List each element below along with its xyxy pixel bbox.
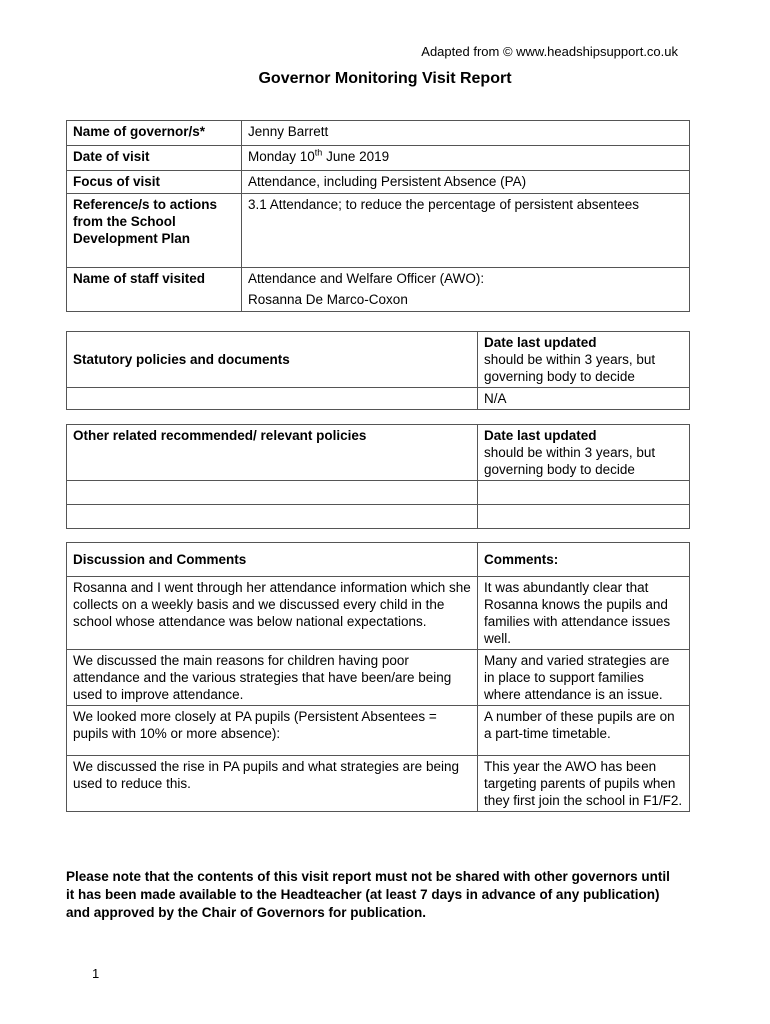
comment-cell: This year the AWO has been targeting parents of pupils when they first join the school in F1/F2. [478,756,690,812]
date-rest: June 2019 [322,149,390,164]
discussion-cell: Rosanna and I went through her attendance information which she collects on a weekly basis and we discussed every child in the school whose attendance was below national expectations. [67,577,478,650]
table-row [67,425,690,481]
table-row [67,756,690,812]
other-date-note: should be within 3 years, but governing body to decide [484,445,656,477]
other-date-value [478,481,690,505]
discussion-table [66,542,690,812]
discussion-heading: Discussion and Comments [67,543,478,577]
table-row [67,577,690,650]
statutory-policy-cell [67,388,478,410]
table-row [67,388,690,410]
table-row [67,146,690,171]
discussion-cell: We discussed the rise in PA pupils and what strategies are being used to reduce this. [67,756,478,812]
table-row [67,194,690,268]
comment-cell: Many and varied strategies are in place to support families where attendance is an issue. [478,650,690,706]
other-heading: Other related recommended/ relevant policies [67,425,478,481]
other-date-heading: Date last updated [484,428,597,443]
comment-cell: A number of these pupils are on a part-time timetable. [478,706,690,756]
date-value [242,146,690,171]
staff-label: Name of staff visited [67,268,242,312]
focus-value: Attendance, including Persistent Absence (PA) [242,171,690,194]
other-date-cell [478,425,690,481]
staff-name: Rosanna De Marco-Coxon [248,292,408,307]
governor-label: Name of governor/s* [67,121,242,146]
governor-value: Jenny Barrett [242,121,690,146]
table-row [67,505,690,529]
staff-value [242,268,690,312]
reference-value: 3.1 Attendance; to reduce the percentage of persistent absentees [242,194,690,268]
comment-cell: It was abundantly clear that Rosanna knows the pupils and families with attendance issues well. [478,577,690,650]
table-row [67,121,690,146]
statutory-date-value: N/A [478,388,690,410]
comments-heading: Comments: [478,543,690,577]
source-note: Adapted from © www.headshipsupport.co.uk [421,44,678,59]
other-policy-cell [67,481,478,505]
statutory-date-cell [478,332,690,388]
statutory-date-heading: Date last updated [484,335,597,350]
discussion-cell: We discussed the main reasons for children having poor attendance and the various strategies that have been/are being used to improve attendance. [67,650,478,706]
statutory-policies-table [66,331,690,410]
table-row [67,481,690,505]
other-policy-cell [67,505,478,529]
table-row [67,268,690,312]
date-label: Date of visit [67,146,242,171]
table-row [67,706,690,756]
other-policies-table [66,424,690,529]
date-suffix: th [314,147,323,158]
statutory-date-note: should be within 3 years, but governing body to decide [484,352,656,384]
other-date-value [478,505,690,529]
date-day: Monday 10 [248,149,315,164]
focus-label: Focus of visit [67,171,242,194]
reference-label: Reference/s to actions from the School Development Plan [67,194,242,268]
table-row [67,543,690,577]
confidentiality-note: Please note that the contents of this visit report must not be shared with other governors until it has been made available to the Headteacher (at least 7 days in advance of any publication) and approved by the Chair of Governors for publication. [66,869,670,920]
page-title: Governor Monitoring Visit Report [258,70,512,87]
visit-info-table [66,120,690,312]
table-row [67,650,690,706]
statutory-heading: Statutory policies and documents [67,332,478,388]
table-row [67,171,690,194]
staff-role: Attendance and Welfare Officer (AWO): [248,271,485,286]
table-row [67,332,690,388]
discussion-cell: We looked more closely at PA pupils (Persistent Absentees = pupils with 10% or more absence): [67,706,478,756]
page-number: 1 [92,966,100,981]
